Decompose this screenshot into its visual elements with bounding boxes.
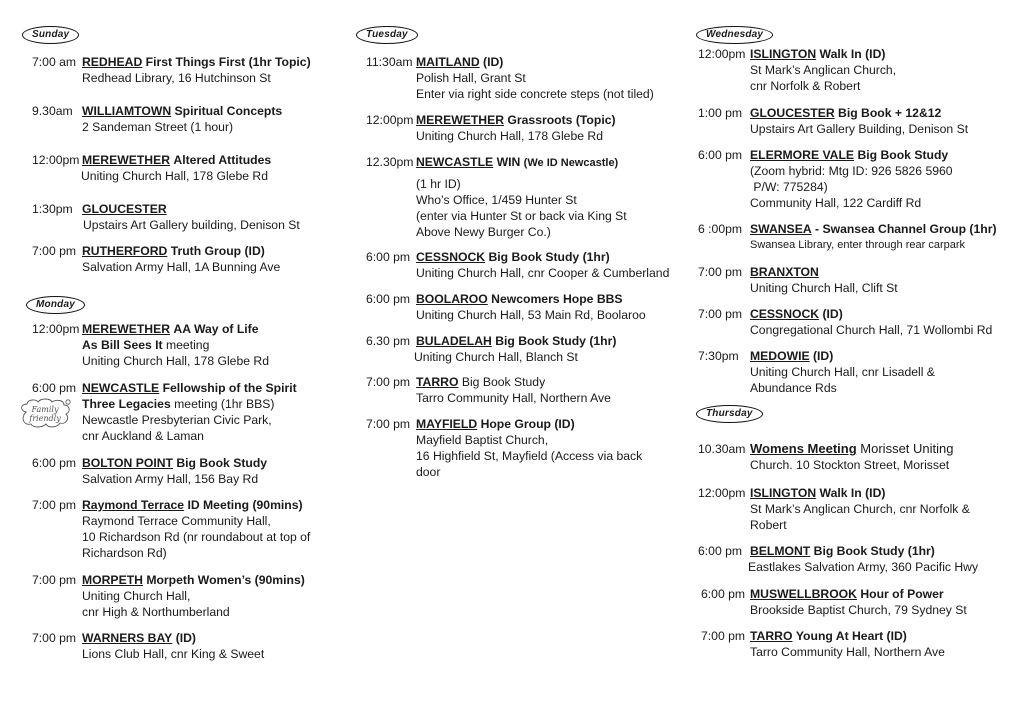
meeting-name: (ID) [822,307,843,321]
meeting-location: GLOUCESTER [82,202,167,216]
meeting-venue: (Zoom hybrid: Mtg ID: 926 5826 5960 [750,164,953,178]
meeting-location: Womens Meeting [750,441,857,456]
badge-label-family: Family [31,405,59,414]
meeting-name: Big Book Study (1hr) [488,250,610,264]
meeting-time: 11:30am [366,55,413,69]
meeting-name: Hour of Power [860,587,944,601]
meeting-location: MEREWETHER [82,322,171,336]
meeting-sunday-redhead [32,54,311,86]
meeting-venue: Lions Club Hall, cnr King & Sweet [82,647,265,661]
meeting-venue: Raymond Terrace Community Hall, [82,514,271,528]
meeting-venue: cnr Norfolk & Robert [750,79,861,93]
meeting-venue: Uniting Church Hall, 178 Glebe Rd [416,129,603,143]
meeting-subtitle-rest: meeting (1hr BBS) [170,397,275,411]
meeting-tuesday-merewether [366,112,616,144]
meeting-location: TARRO [750,629,793,643]
day-header-thursday: Thursday [696,405,763,423]
meeting-wednesday-branxton [698,264,898,296]
meeting-time: 7:00 pm [366,417,411,431]
meeting-time: 1:30pm [32,202,73,216]
meeting-venue: Community Hall, 122 Cardiff Rd [750,196,922,210]
meeting-name: First Things First (1hr Topic) [145,55,311,69]
meeting-venue: (enter via Hunter St or back via King St [416,209,627,223]
meeting-name: (ID) [812,349,834,363]
meeting-venue: Mayfield Baptist Church, [416,433,549,447]
meeting-subtitle-rest: meeting [162,338,210,352]
meeting-location: NEWCASTLE [416,155,494,169]
meeting-venue: Church. 10 Stockton Street, Morisset [750,458,950,472]
meeting-venue: Uniting Church Hall, 178 Glebe Rd [81,169,268,183]
meeting-time: 12:00pm [698,47,746,61]
meeting-location: SWANSEA [750,222,812,236]
meeting-wednesday-islington [698,46,896,94]
day-header-wednesday: Wednesday [696,26,773,44]
meeting-monday-morpeth [32,572,305,620]
meeting-time: 6:00 pm [701,587,746,601]
meeting-venue: Brookside Baptist Church, 79 Sydney St [750,603,967,617]
meeting-wednesday-gloucester [698,105,968,137]
meeting-venue: Uniting Church Hall, Blanch St [414,350,578,364]
meeting-venue: St Mark’s Anglican Church, cnr Norfolk & [750,502,970,516]
meeting-location: CESSNOCK [416,250,486,264]
meeting-location: ISLINGTON [750,47,817,61]
meeting-name: (ID) [483,55,504,69]
meeting-tuesday-maitland [366,54,654,102]
meeting-location: NEWCASTLE [82,381,160,395]
family-friendly-badge [18,398,72,428]
meeting-monday-bolton-point [32,455,267,487]
meeting-location: BELMONT [750,544,811,558]
meeting-venue: Uniting Church Hall, Clift St [750,281,898,295]
meeting-name: Morpeth Women’s (90mins) [146,573,305,587]
meeting-time: 7:00 am [32,55,77,69]
meeting-thursday-tarro [701,628,945,660]
meeting-thursday-womens [698,441,954,473]
meeting-tuesday-buladelah [366,333,616,365]
meeting-venue: Uniting Church Hall, 53 Main Rd, Boolaroo [416,308,646,322]
meeting-tuesday-boolaroo [366,291,646,323]
meeting-time: 12.30pm [366,155,414,169]
meeting-location: RUTHERFORD [82,244,168,258]
meeting-thursday-muswellbrook [701,586,967,618]
meeting-location: BULADELAH [416,334,492,348]
day-header-tuesday: Tuesday [356,26,418,44]
meeting-location: Raymond Terrace [82,498,185,512]
meeting-subtitle: Three Legacies [82,397,171,411]
meeting-name: Grassroots (Topic) [507,113,616,127]
meeting-sunday-gloucester [32,201,300,233]
meeting-location: MEREWETHER [416,113,505,127]
meeting-time: 7:00 pm [366,375,411,389]
meeting-venue: 2 Sandeman Street (1 hour) [82,120,234,134]
meeting-wednesday-elermore-vale [698,147,953,211]
meeting-name: Truth Group (ID) [170,244,265,258]
meeting-venue: St Mark’s Anglican Church, [750,63,897,77]
meeting-name: Walk In (ID) [819,47,886,61]
meeting-venue: Newcastle Presbyterian Civic Park, [82,413,272,427]
meeting-name: (ID) [175,631,196,645]
meeting-venue: Redhead Library, 16 Hutchinson St [82,71,271,85]
meeting-venue: Richardson Rd) [82,546,167,560]
badge-label-friendly: friendly [29,414,61,423]
meeting-name-note: (We ID Newcastle) [523,157,619,169]
meeting-venue: 10 Richardson Rd (nr roundabout at top of [82,530,311,544]
meeting-venue: Salvation Army Hall, 1A Bunning Ave [82,260,281,274]
meeting-location: MAYFIELD [416,417,478,431]
meeting-time: 1:00 pm [698,106,743,120]
meeting-venue: Abundance Rds [750,381,837,395]
meeting-venue: Tarro Community Hall, Northern Ave [750,645,945,659]
meeting-thursday-islington [698,485,970,533]
meeting-venue: Upstairs Art Gallery Building, Denison St [750,122,969,136]
meeting-location: MEDOWIE [750,349,810,363]
meeting-venue: Uniting Church Hall, 178 Glebe Rd [82,354,269,368]
meeting-name: Big Book Study [176,456,268,470]
meeting-location: MAITLAND [416,55,480,69]
meeting-venue: Uniting Church Hall, cnr Lisadell & [750,365,935,379]
meeting-venue: (1 hr ID) [416,177,461,191]
meeting-time: 12:00pm [366,113,414,127]
meeting-name: Morisset Uniting [860,441,954,456]
meeting-venue: Above Newy Burger Co.) [416,225,551,239]
meeting-time: 7:00 pm [32,498,77,512]
meeting-time: 6:00 pm [32,381,77,395]
meeting-time: 6:00 pm [698,544,743,558]
meeting-time: 6:00 pm [32,456,77,470]
meeting-location: CESSNOCK [750,307,820,321]
meeting-location: REDHEAD [82,55,143,69]
day-header-sunday: Sunday [22,26,79,44]
meeting-location: BOLTON POINT [82,456,173,470]
meeting-tuesday-cessnock [366,249,669,281]
meeting-name: Big Book + 12&12 [838,106,942,120]
meeting-name: AA Way of Life [173,322,259,336]
meeting-time: 6 :00pm [698,222,743,236]
meeting-location: BRANXTON [750,265,819,279]
meeting-thursday-belmont [698,543,978,575]
meeting-monday-merewether [32,321,269,369]
meeting-monday-raymond-terrace [32,497,310,561]
meeting-name: WIN [496,155,521,169]
meeting-venue: cnr Auckland & Laman [82,429,204,443]
meeting-name: Newcomers Hope BBS [491,292,623,306]
meeting-venue: Uniting Church Hall, [82,589,191,603]
meeting-time: 10.30am [698,442,746,456]
meeting-time: 7:00 pm [701,629,746,643]
meeting-name: Walk In (ID) [819,486,886,500]
meeting-venue: Congregational Church Hall, 71 Wollombi Rd [750,323,993,337]
meeting-wednesday-cessnock [698,306,992,338]
meeting-time: 7:00 pm [32,244,77,258]
meeting-name: Big Book Study (1hr) [813,544,935,558]
meeting-location: WARNERS BAY [82,631,173,645]
meeting-venue: Salvation Army Hall, 156 Bay Rd [82,472,259,486]
meeting-time: 7:30pm [698,349,739,363]
meeting-location: WILLIAMTOWN [82,104,172,118]
meeting-venue: 16 Highfield St, Mayfield (Access via back [416,449,643,463]
meeting-venue: P/W: 775284) [750,180,828,194]
meeting-tuesday-tarro [366,374,611,406]
meeting-location: BOOLAROO [416,292,488,306]
meeting-venue: Uniting Church Hall, cnr Cooper & Cumberland [416,266,670,280]
meeting-venue: Enter via right side concrete steps (not tiled) [416,87,654,101]
meeting-name: Altered Attitudes [173,153,272,167]
meeting-time: 12:00pm [698,486,746,500]
meeting-monday-warners-bay [32,630,264,662]
meeting-time: 6:00 pm [366,250,411,264]
meeting-time: 6.30 pm [366,334,411,348]
meeting-time: 7:00 pm [32,631,77,645]
meeting-sunday-williamtown [32,103,282,135]
meeting-venue: Eastlakes Salvation Army, 360 Pacific Hwy [748,560,979,574]
meeting-tuesday-mayfield [366,416,642,480]
meeting-venue: cnr High & Northumberland [82,605,230,619]
meeting-location: MEREWETHER [82,153,171,167]
meeting-venue: Polish Hall, Grant St [416,71,526,85]
meeting-name: Big Book Study [857,148,949,162]
day-header-monday: Monday [26,296,85,314]
meeting-sunday-merewether [32,152,271,184]
meeting-name: Big Book Study (1hr) [495,334,617,348]
meeting-name: Fellowship of the Spirit [162,381,297,395]
meeting-location: MUSWELLBROOK [750,587,857,601]
meeting-name: ID Meeting (90mins) [187,498,303,512]
meeting-venue: Swansea Library, enter through rear carpark [750,239,966,251]
meeting-time: 9.30am [32,104,73,118]
meeting-name: Big Book Study [461,375,546,389]
meeting-time: 6:00 pm [366,292,411,306]
meeting-location: TARRO [416,375,459,389]
meeting-venue: door [416,465,441,479]
meeting-time: 6:00 pm [698,148,743,162]
meeting-location: ELERMORE VALE [750,148,855,162]
meeting-time: 7:00 pm [698,265,743,279]
meeting-name: Hope Group (ID) [480,417,575,431]
meeting-wednesday-swansea [698,221,997,253]
meeting-name: Spiritual Concepts [174,104,283,118]
meeting-subtitle: As Bill Sees It [82,338,163,352]
meeting-venue: Upstairs Art Gallery building, Denison St [83,218,300,232]
meeting-time: 7:00 pm [32,573,77,587]
meeting-venue: Tarro Community Hall, Northern Ave [416,391,611,405]
meeting-time: 12:00pm [32,153,80,167]
meeting-sunday-rutherford [32,243,280,275]
meeting-name: - Swansea Channel Group (1hr) [815,222,997,236]
meeting-location: ISLINGTON [750,486,817,500]
meeting-venue: Robert [750,518,787,532]
meeting-name: Young At Heart (ID) [795,629,907,643]
meeting-tuesday-newcastle [366,154,627,240]
meeting-time: 7:00 pm [698,307,743,321]
meeting-wednesday-medowie [698,348,935,396]
meeting-location: GLOUCESTER [750,106,835,120]
meeting-time: 12:00pm [32,322,80,336]
meeting-location: MORPETH [82,573,143,587]
meeting-venue: Who’s Office, 1/459 Hunter St [416,193,577,207]
